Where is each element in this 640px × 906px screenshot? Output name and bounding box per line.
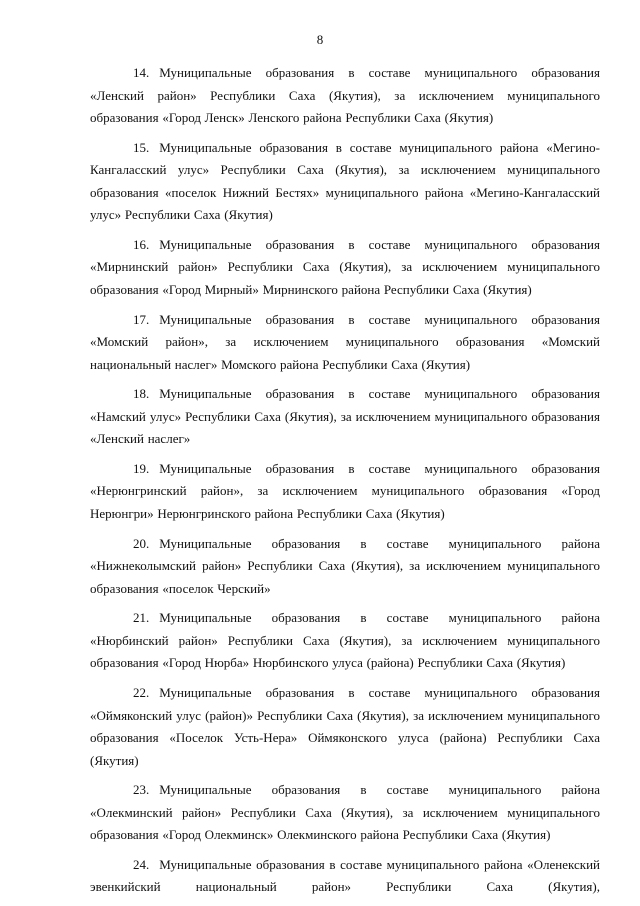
- paragraph-number: 24.: [133, 856, 150, 872]
- paragraph-number: 16.: [133, 236, 150, 252]
- paragraph-text: Муниципальные образования в составе муниципального образования «Оймяконский улус (район)» Республики Саха (Якутия), за исключением муниципального образования «Поселок Усть-Нера» Оймяконского улуса (района) Республики Саха (Якутия): [90, 685, 600, 768]
- paragraph-14: [90, 62, 600, 130]
- paragraph-number: 17.: [133, 311, 150, 327]
- paragraph-24: [90, 854, 600, 899]
- paragraph-number: 14.: [133, 65, 150, 80]
- page-number: 8: [316, 32, 324, 47]
- paragraph-15: [90, 137, 600, 227]
- paragraph-number: 19.: [133, 460, 150, 476]
- paragraph-22: [90, 682, 600, 772]
- paragraph-number: 21.: [133, 610, 150, 626]
- paragraph-17: [90, 309, 600, 377]
- paragraph-number: 18.: [133, 386, 150, 402]
- paragraph-number: 15.: [133, 139, 150, 155]
- paragraph-text: Муниципальные образования в составе муниципального района «Оленекский эвенкийский национальный район» Республики Саха (Якутия),: [90, 856, 600, 895]
- paragraph-number: 22.: [133, 685, 150, 700]
- paragraph-text: Муниципальные образования в составе муниципального района «Нюрбинский район» Республики Саха (Якутия), за исключением муниципального образования «Город Нюрба» Нюрбинского улуса (района) Республики Саха (Якутия): [90, 610, 600, 671]
- paragraph-21: [90, 607, 600, 675]
- paragraph-18: [90, 383, 600, 451]
- paragraph-text: Муниципальные образования в составе муниципального района «Нижнеколымский район» Республики Саха (Якутия), за исключением муниципального образования «поселок Черский»: [90, 535, 600, 596]
- paragraph-23: [90, 779, 600, 847]
- paragraph-text: Муниципальные образования в составе муниципального образования «Мирнинский район» Республики Саха (Якутия), за исключением муниципального образования «Город Мирный» Мирнинского района Республики Саха (Якутия): [90, 236, 600, 297]
- paragraph-text: Муниципальные образования в составе муниципального образования «Намский улус» Республики Саха (Якутия), за исключением муниципального образования «Ленский наслег»: [90, 386, 600, 447]
- paragraph-number: 23.: [133, 782, 150, 798]
- paragraph-20: [90, 533, 600, 601]
- paragraph-text: Муниципальные образования в составе муниципального образования «Ленский район» Республики Саха (Якутия), за исключением муниципального образования «Город Ленск» Ленского района Республики Саха (Якутия): [90, 65, 600, 125]
- paragraph-number: 20.: [133, 535, 150, 551]
- document-body: [90, 62, 600, 906]
- paragraph-text: Муниципальные образования в составе муниципального района «Мегино-Кангаласский улус» Республики Саха (Якутия), за исключением муниципального образования «поселок Нижний Бестях» муниципального района «Мегино-Кангаласский улус» Республики Саха (Якутия): [90, 139, 600, 223]
- paragraph-text: Муниципальные образования в составе муниципального района «Олекминский район» Республики Саха (Якутия), за исключением муниципального образования «Город Олекминск» Олекминского района Республики Саха (Якутия): [90, 782, 600, 843]
- paragraph-text: Муниципальные образования в составе муниципального образования «Момский район», за исключением муниципального образования «Момский национальный наслег» Момского района Республики Саха (Якутия): [90, 311, 600, 372]
- paragraph-19: [90, 458, 600, 526]
- paragraph-text: Муниципальные образования в составе муниципального образования «Нерюнгринский район», за исключением муниципального образования «Город Нерюнгри» Нерюнгринского района Республики Саха (Якутия): [90, 460, 600, 521]
- paragraph-16: [90, 234, 600, 302]
